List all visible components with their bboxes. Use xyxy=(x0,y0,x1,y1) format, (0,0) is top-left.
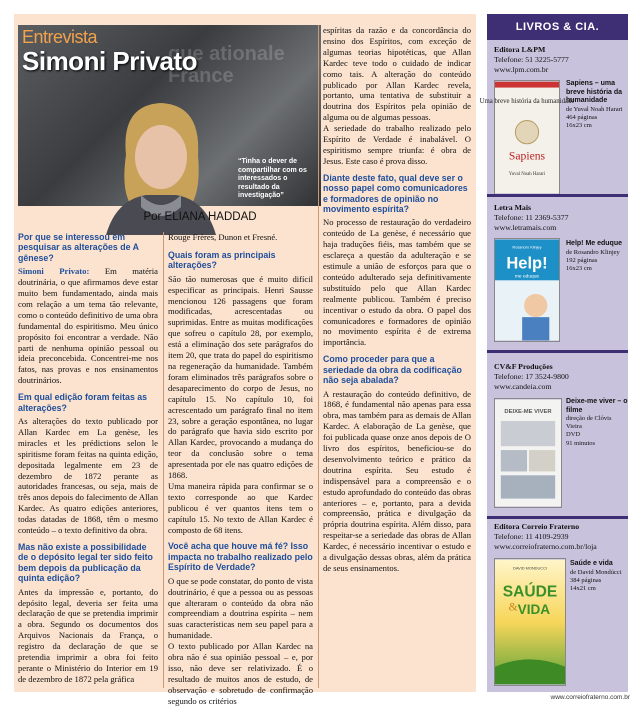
publisher-site[interactable]: www.lpm.com.br xyxy=(494,65,549,74)
book-info-4 xyxy=(570,560,632,593)
publisher-phone: Telefone: 11 2369-5377 xyxy=(494,213,569,222)
publisher-site[interactable]: www.letramais.com xyxy=(494,223,557,232)
book-info-2 xyxy=(566,240,628,273)
publisher-4 xyxy=(494,522,597,552)
speaker-label: Simoni Privato: xyxy=(18,266,90,277)
book-author: de Yuval Noah Harari xyxy=(566,105,623,113)
saude-cover-sub: VIDA xyxy=(517,602,551,618)
publisher-name: Letra Mais xyxy=(494,203,532,212)
column-rule-2 xyxy=(318,25,319,688)
answer-5-continued: espíritas da razão e da concordância do ensino dos Espíritos, com exceção de algumas teorias hipotéticas, que Allan Kardec teve todo o cuidado de indicar como tais. A alteração do conteúdo publicado por Allan Kardec revela, portanto, uma tentativa de substituir a doutrina dos Espíritos pela opinião de alguma ou de algumas pessoas. xyxy=(323,25,471,123)
sapiens-cover-main: Sapiens xyxy=(508,149,546,163)
publisher-site[interactable]: www.correiofraterno.com.br/loja xyxy=(494,542,597,551)
help-cover-sub: me eduque xyxy=(514,274,540,280)
publisher-phone: Telefone: 51 3225-5777 xyxy=(494,55,569,64)
help-cover-main: Help! xyxy=(506,254,548,273)
question-3: Mas não existe a possibilidade de o depósito legal ter sido feito bem depois da publicação da quinta edição? xyxy=(18,541,153,584)
sidebar-title: LIVROS & CIA. xyxy=(487,14,628,40)
question-2: Em qual edição foram feitas as alterações? xyxy=(18,392,148,413)
book-title: Help! Me eduque xyxy=(566,240,623,247)
answer-4: São tão numerosas que é muito difícil especificar as principais. Henri Sausse mencionou 126 passagens que foram modificadas, acrescentadas ou suprimidas. Entre as muitas modificações que sofreu o capítulo 28, por exemplo, está a eliminação dos sete parágrafos do item 20, que trata do papel do espiritismo na regeneração da humanidade. Também foram eliminados três parágrafos sobre o desaparecimento do corpo de Jesus, no capítulo 15. No capítulo 10, foi acrescentado um parágrafo final no item 23, sobre a geração espontânea, no lugar do parágrafo que havia sido escrito por Allan Kardec, provocando a mudança do teor da conclusão sobre o tema apresentada por ele nas quatro edições de 1868. xyxy=(168,273,313,481)
photo-background-text: que ationale France xyxy=(168,43,285,87)
section-kicker: Entrevista xyxy=(22,27,98,47)
publisher-phone: Telefone: 17 3524-9800 xyxy=(494,372,569,381)
book-author: de David Mondúcci xyxy=(570,568,622,576)
article-column-1 xyxy=(18,232,158,685)
book-title: Saúde e vida xyxy=(570,560,613,567)
saude-cover-author: DAVID MONDUCCI xyxy=(513,565,547,571)
book-author: de Rosandro Klinjey xyxy=(566,248,620,256)
question-6: Diante deste fato, qual deve ser o nosso papel como comunicadores e formadores de opinião no movimento espírita? xyxy=(323,172,468,214)
article-column-2 xyxy=(168,232,313,707)
help-cover-author: Rosandro Klinjey xyxy=(512,244,542,250)
sapiens-cover-author: Yuval Noah Harari xyxy=(508,171,546,177)
deixe-me-viver-cover xyxy=(494,398,562,508)
answer-5: O que se pode constatar, do ponto de vista doutrinário, é que a pessoa ou as pessoas que alteraram o conteúdo da obra não compreendiam a doutrina espírita – nem suas características nem seu papel para a humanidade. xyxy=(168,575,313,641)
dvd-cover-main: DEIXE-ME VIVER xyxy=(504,409,552,416)
answer-5c: A seriedade do trabalho realizado pelo Espírito de Verdade é inabalável. O espiritismo sempre triunfa: é obra de Jesus. Este caso é prova disso. xyxy=(323,123,471,166)
column-rule-1 xyxy=(163,232,164,688)
saude-cover-main: SAÚDE xyxy=(502,583,558,601)
answer-5b: O texto publicado por Allan Kardec na obra não é sua opinião pessoal – e, por isso, não deve ser relativizado. É o resultado de muitos anos de estudo, de observação e sobretudo de confirmação segundo os critérios xyxy=(168,641,313,706)
sapiens-cover-title: Uma breve história da humanidade xyxy=(479,98,575,106)
article-column-3 xyxy=(323,25,471,574)
interviewee-name: Simoni Privato xyxy=(22,46,198,76)
question-4: Quais foram as principais alterações? xyxy=(168,249,276,271)
book-title: Deixe-me viver – o filme xyxy=(566,398,628,414)
book-info-1 xyxy=(566,80,628,130)
answer-6: No processo de restauração do verdadeiro conteúdo de La genèse, é necessário que haja traduções fiéis, mas também que se esclareça a questão da adulteração e se estimule a união de esforços para que o conteúdo adulterado seja definitivamente substituído pelo que Allan Kardec realmente publicou. Também é preciso incentivar o estudo da obra. O papel dos comunicadores e formadores de opinião no movimento espírita é de extrema importância. xyxy=(323,217,471,348)
book-pages: DVD xyxy=(566,431,581,439)
question-5: Você acha que houve má fé? Isso impacta no trabalho realizado pelo Espírito de Verdade? xyxy=(168,541,313,573)
book-size: 14x21 cm xyxy=(570,584,596,592)
answer-4b: Uma maneira rápida para confirmar se o texto corresponde ao que Kardec publicou é ver quantos itens tem o capítulo 15. No texto de Allan Kardec é composto de 68 itens. xyxy=(168,480,313,535)
footer-site: www.correiofraterno.com.br xyxy=(550,694,630,701)
answer-2: As alterações do texto publicado por Allan Kardec em La genèse, les miracles et les prédictions selon le spiritisme foram feitas na quinta edição, depositada legalmente em 23 de dezembro de 1872 perante as autoridades francesas, ou seja, mais de três anos depois do falecimento de Allan Kardec. As quatro edições anteriores, todas datadas de 1868, têm o mesmo conteúdo – o texto definitivo da obra. xyxy=(18,416,158,536)
question-7: Como proceder para que a seriedade da obra da codificação não seja abalada? xyxy=(323,354,462,386)
publisher-phone: Telefone: 11 4109-2939 xyxy=(494,532,569,541)
saude-e-vida-cover xyxy=(494,558,566,686)
sapiens-cover xyxy=(479,80,575,195)
help-cover xyxy=(494,238,560,342)
book-size: 91 minutos xyxy=(566,439,596,447)
answer-7: A restauração do conteúdo definitivo, de 1868, é fundamental não apenas para essa obra, mas também para as demais de Allan Kardec. A elaboração de La genèse, que foi publicada quase onze anos depois de O livro dos espíritos, beneficiou-se do desenvolvimento teórico e prático da doutrina espírita. Seu estudo é indispensável para a compreensão e o estudo aprofundado do conteúdo das obras anteriores – e, portanto, para a devida compreensão, prática e divulgação da própria doutrina espírita. Além disso, para respeitar-se a seriedade das obras de Allan Kardec, é necessário incentivar o estudo e a divulgação dessas obras, além da prática de seus ensinamentos. xyxy=(323,388,471,573)
saude-cover-amp: & xyxy=(508,600,518,614)
question-1: Por que se interessou em pesquisar as alterações de A gênese? xyxy=(18,232,139,263)
book-pages: 192 páginas xyxy=(566,256,598,264)
book-author: direção de Clóvis Vieira xyxy=(566,415,612,431)
publisher-2 xyxy=(494,203,569,233)
sidebar-separator xyxy=(487,194,628,197)
book-size: 16x23 cm xyxy=(566,121,592,129)
book-pages: 464 páginas xyxy=(566,113,598,121)
answer-3-continued: Rouge Frères, Dunon et Fresné. xyxy=(168,232,278,242)
sidebar-separator xyxy=(487,516,628,519)
byline: Por ELIANA HADDAD xyxy=(143,211,257,223)
publisher-name: Editora Correio Fraterno xyxy=(494,522,580,531)
publisher-3 xyxy=(494,362,569,392)
photo-caption: “Tinha o dever de compartilhar com os interessados o resultado da investigação” xyxy=(238,158,307,199)
publisher-name: Editora L&PM xyxy=(494,45,546,54)
answer-3: Antes da impressão e, portanto, do depósito legal, deveria ser feita uma declaração de que se pretendia imprimir a obra. Segundo os documentos dos Arquivos Nacionais da França, o registro da declaração de que se pretendia imprimir a obra foi feito perante o Ministério do Interior em 19 de dezembro de 1872 pela gráfica xyxy=(18,586,158,684)
publisher-site[interactable]: www.candeia.com xyxy=(494,382,552,391)
book-info-3 xyxy=(566,398,628,448)
answer-1: Simoni Privato: Em matéria doutrinária, o que afirmamos deve estar muito bem fundamentado, ainda mais com relação a um tema tão relevante, como o conteúdo definitivo de uma obra fundamental do espiritismo. Meu único propósito foi encontrar a verdade. Não parti de nenhuma opinião pessoal ou ideia preconcebida. Concentrei-me nos fatos, nas provas e nos ensinamentos doutrinários. xyxy=(18,266,158,386)
book-pages: 384 páginas xyxy=(570,576,602,584)
book-size: 16x23 cm xyxy=(566,264,592,272)
publisher-name: CV&F Produções xyxy=(494,362,553,371)
sidebar-separator xyxy=(487,350,628,353)
publisher-1 xyxy=(494,45,569,75)
book-title: Sapiens – uma breve história da humanidade xyxy=(566,80,623,104)
